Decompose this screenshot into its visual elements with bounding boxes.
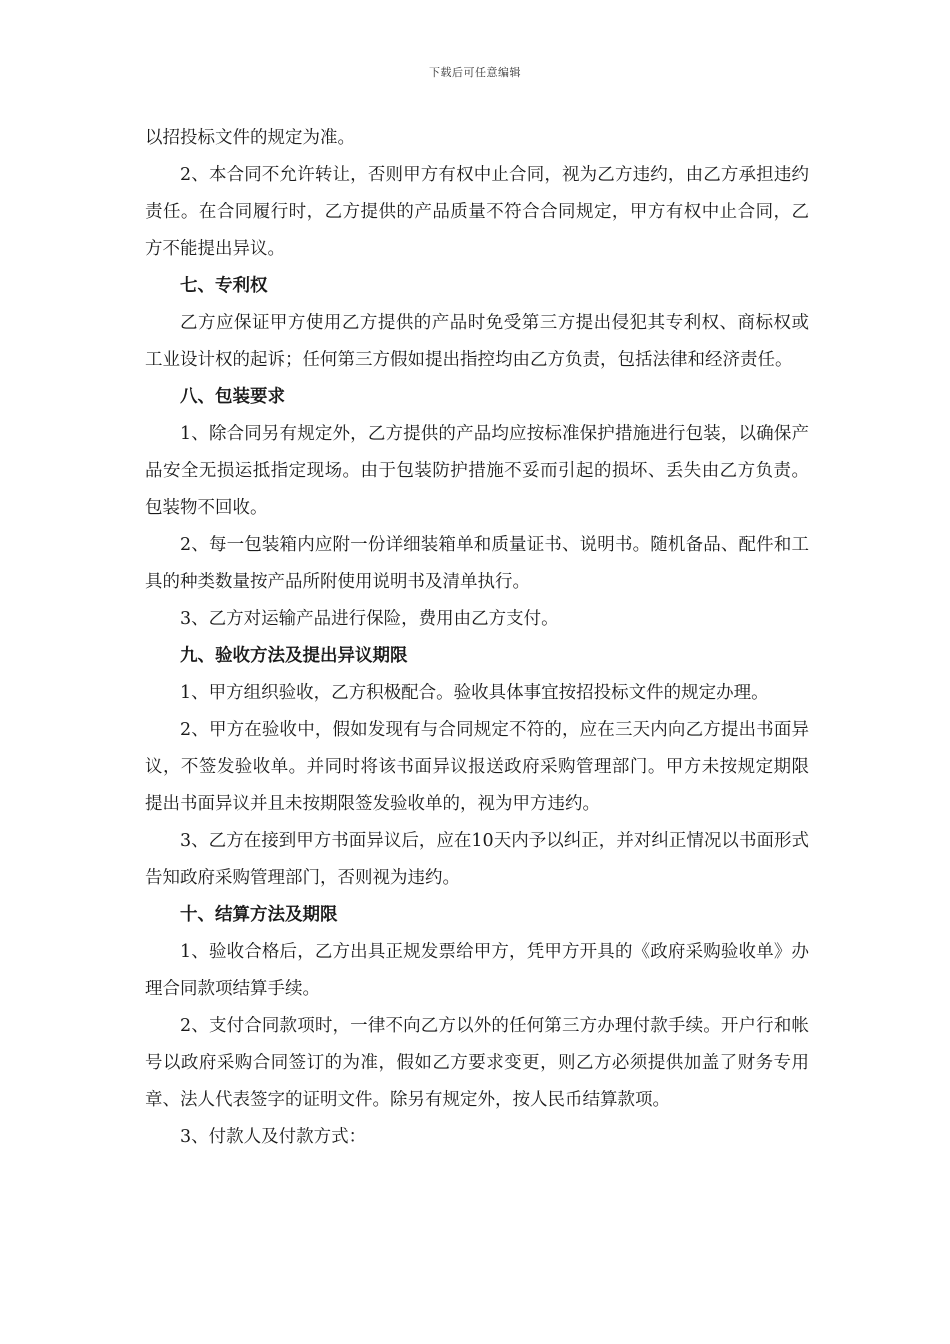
paragraph-settlement-1: 1、验收合格后，乙方出具正规发票给甲方，凭甲方开具的《政府采购验收单》办理合同款项结算手续。 (145, 942, 809, 999)
paragraph-packaging-1: 1、除合同另有规定外，乙方提供的产品均应按标准保护措施进行包装，以确保产品安全无损运抵指定现场。由于包装防护措施不妥而引起的损坏、丢失由乙方负责。包装物不回收。 (145, 424, 809, 518)
document-body (145, 120, 809, 1156)
paragraph-acceptance-1: 1、甲方组织验收，乙方积极配合。验收具体事宜按招投标文件的规定办理。 (180, 683, 769, 703)
paragraph-acceptance-3: 3、乙方在接到甲方书面异议后，应在10天内予以纠正，并对纠正情况以书面形式告知政府采购管理部门，否则视为违约。 (145, 831, 809, 888)
paragraph-settlement-3: 3、付款人及付款方式： (180, 1127, 367, 1147)
section-heading-packaging: 八、包装要求 (180, 387, 285, 407)
paragraph-continuation: 以招投标文件的规定为准。 (145, 128, 355, 148)
paragraph-patent: 乙方应保证甲方使用乙方提供的产品时免受第三方提出侵犯其专利权、商标权或工业设计权的起诉；任何第三方假如提出指控均由乙方负责，包括法律和经济责任。 (145, 313, 809, 370)
paragraph-acceptance-2: 2、甲方在验收中，假如发现有与合同规定不符的，应在三天内向乙方提出书面异议，不签发验收单。并同时将该书面异议报送政府采购管理部门。甲方未按规定期限提出书面异议并且未按期限签发验收单的，视为甲方违约。 (145, 720, 809, 814)
section-heading-settlement: 十、结算方法及期限 (180, 905, 338, 925)
paragraph-packaging-3: 3、乙方对运输产品进行保险，费用由乙方支付。 (180, 609, 559, 629)
section-heading-acceptance: 九、验收方法及提出异议期限 (180, 646, 408, 666)
paragraph-packaging-2: 2、每一包装箱内应附一份详细装箱单和质量证书、说明书。随机备品、配件和工具的种类数量按产品所附使用说明书及清单执行。 (145, 535, 809, 592)
header-note: 下载后可任意编辑 (429, 66, 521, 79)
paragraph-transfer-clause: 2、本合同不允许转让，否则甲方有权中止合同，视为乙方违约，由乙方承担违约责任。在合同履行时，乙方提供的产品质量不符合合同规定，甲方有权中止合同，乙方不能提出异议。 (145, 165, 809, 259)
paragraph-settlement-2: 2、支付合同款项时，一律不向乙方以外的任何第三方办理付款手续。开户行和帐号以政府采购合同签订的为准，假如乙方要求变更，则乙方必须提供加盖了财务专用章、法人代表签字的证明文件。除另有规定外，按人民币结算款项。 (145, 1016, 809, 1110)
section-heading-patent: 七、专利权 (180, 276, 268, 296)
